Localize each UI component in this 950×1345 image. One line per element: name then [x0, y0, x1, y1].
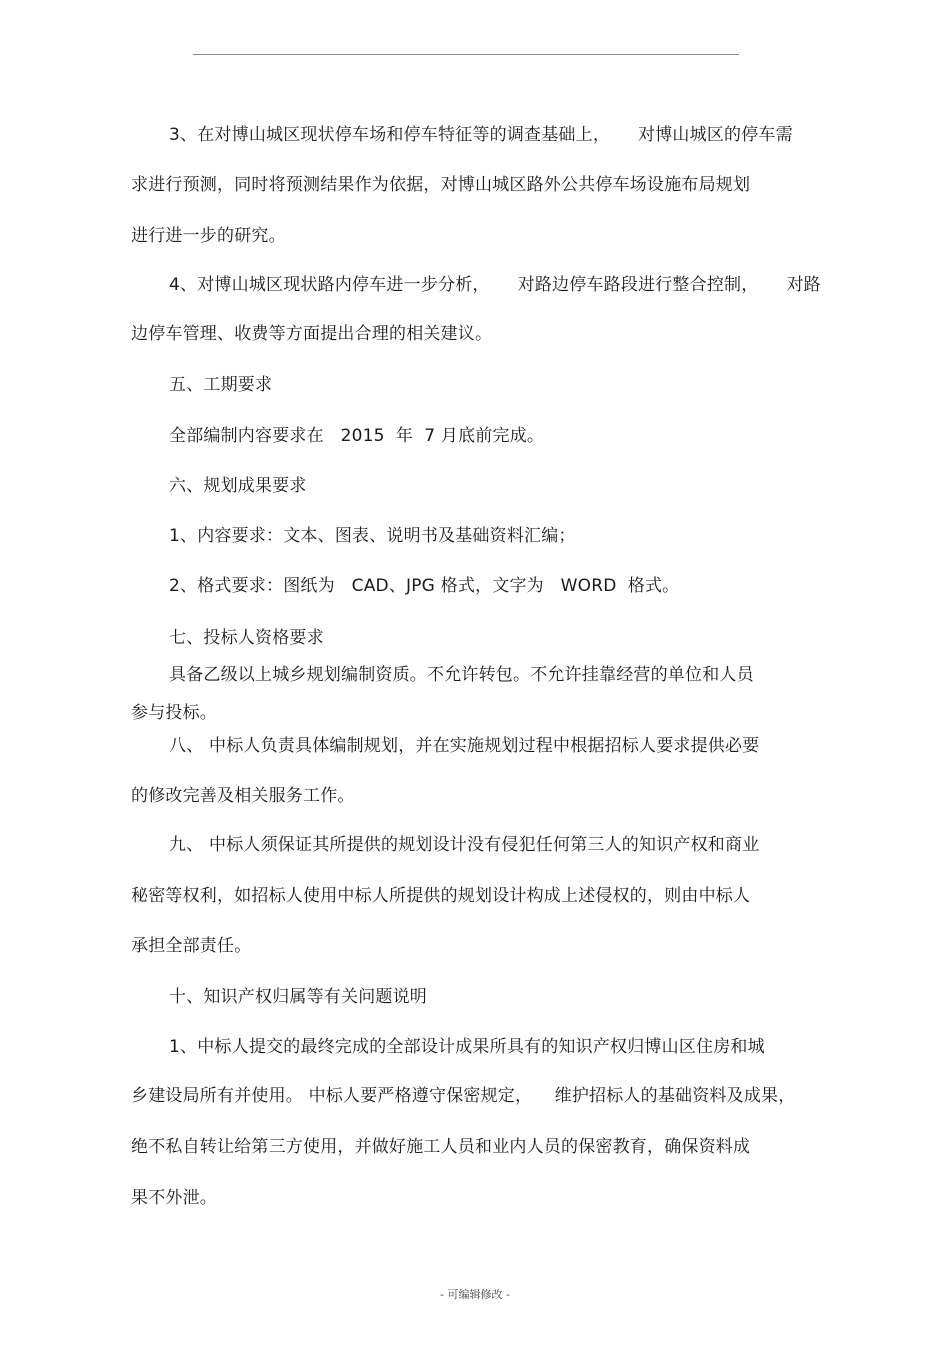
paragraph-line: 的修改完善及相关服务工作。 [131, 786, 355, 806]
paragraph-line: 边停车管理、收费等方面提出合理的相关建议。 [131, 324, 493, 344]
section-heading: 七、投标人资格要求 [169, 628, 324, 648]
paragraph-line: 果不外泄。 [131, 1188, 217, 1208]
section-heading: 九、 中标人须保证其所提供的规划设计没有侵犯任何第三人的知识产权和商业 [169, 835, 760, 855]
paragraph-line: 3、在对博山城区现状停车场和停车特征等的调查基础上， 对博山城区的停车需 [169, 125, 793, 145]
paragraph-line: 参与投标。 [131, 703, 217, 723]
paragraph-line: 进行进一步的研究。 [131, 226, 286, 246]
header-rule [193, 54, 739, 55]
paragraph-line: 乡建设局所有并使用。 中标人要严格遵守保密规定， 维护招标人的基础资料及成果， [131, 1086, 796, 1106]
paragraph-line: 1、中标人提交的最终完成的全部设计成果所具有的知识产权归博山区住房和城 [169, 1037, 765, 1057]
list-item: 2、格式要求：图纸为 CAD、JPG 格式，文字为 WORD 格式。 [169, 576, 680, 596]
list-item: 1、内容要求：文本、图表、说明书及基础资料汇编； [169, 526, 576, 546]
paragraph-line: 秘密等权利，如招标人使用中标人所提供的规划设计构成上述侵权的，则由中标人 [131, 886, 751, 906]
section-heading: 五、工期要求 [169, 375, 273, 395]
paragraph-line: 求进行预测，同时将预测结果作为依据，对博山城区路外公共停车场设施布局规划 [131, 175, 751, 195]
paragraph-line: 全部编制内容要求在 2015 年 7 月底前完成。 [169, 426, 545, 446]
section-heading: 十、知识产权归属等有关问题说明 [169, 987, 427, 1007]
paragraph-line: 4、对博山城区现状路内停车进一步分析， 对路边停车路段进行整合控制， 对路 [169, 275, 821, 295]
section-heading: 八、 中标人负责具体编制规划，并在实施规划过程中根据招标人要求提供必要 [169, 736, 760, 756]
page-footer: - 可编辑修改 - [440, 1288, 510, 1301]
paragraph-line: 具备乙级以上城乡规划编制资质。不允许转包。不允许挂靠经营的单位和人员 [169, 665, 754, 685]
section-heading: 六、规划成果要求 [169, 476, 307, 496]
paragraph-line: 承担全部责任。 [131, 936, 252, 956]
paragraph-line: 绝不私自转让给第三方使用，并做好施工人员和业内人员的保密教育，确保资料成 [131, 1137, 751, 1157]
